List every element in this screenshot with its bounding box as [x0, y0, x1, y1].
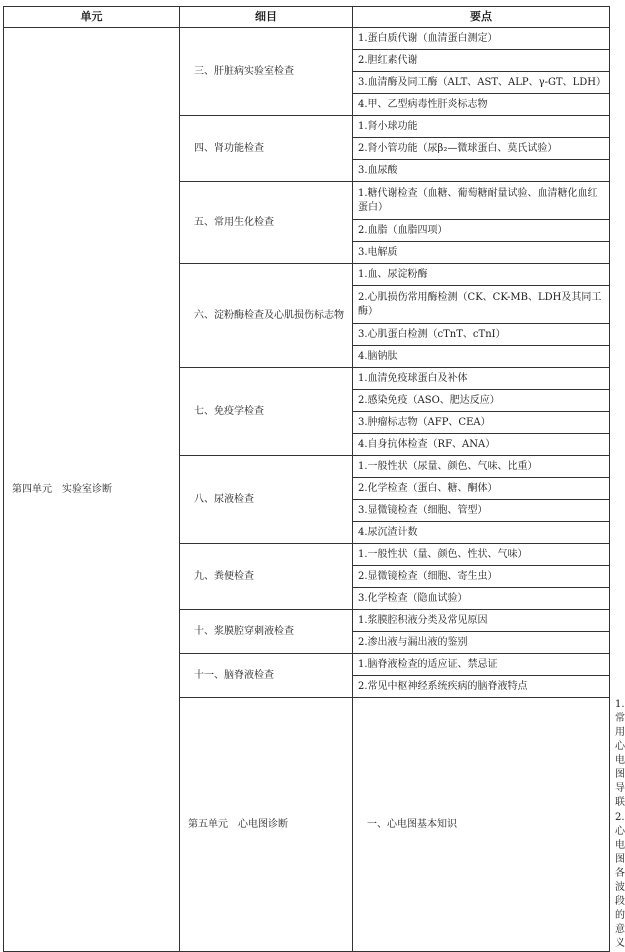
- point-item: 1.血清免疫球蛋白及补体: [353, 368, 610, 390]
- point-item: 2.化学检查（蛋白、糖、酮体）: [353, 478, 610, 500]
- point-item: 3.显微镜检查（细胞、管型）: [353, 500, 610, 522]
- point-item: 2.感染免疫（ASO、肥达反应）: [353, 390, 610, 412]
- section-title: 十一、脑脊液检查: [180, 654, 353, 698]
- section-title: 六、淀粉酶检查及心肌损伤标志物: [180, 264, 353, 368]
- point-item: 3.心肌蛋白检测（cTnT、cTnI）: [353, 324, 610, 346]
- point-item: 2.心肌损伤常用酶检测（CK、CK-MB、LDH及其同工酶）: [353, 286, 610, 324]
- header-row: [4, 7, 610, 28]
- header-unit: 单元: [4, 7, 180, 28]
- table-row: [4, 28, 610, 50]
- point-item: 4.脑钠肽: [353, 346, 610, 368]
- table-row: 2.心电图各波段的意义: [615, 812, 625, 949]
- section-title: 八、尿液检查: [180, 456, 353, 544]
- point-item: 1.肾小球功能: [353, 116, 610, 138]
- unit-cell: 第五单元 心电图诊断: [180, 698, 353, 952]
- point-item: 1.一般性状（尿量、颜色、气味、比重）: [353, 456, 610, 478]
- section-title: 四、肾功能检查: [180, 116, 353, 182]
- header-points: 要点: [353, 7, 610, 28]
- point-item: 1.脑脊液检查的适应证、禁忌证: [353, 654, 610, 676]
- section-title: 九、粪便检查: [180, 544, 353, 610]
- point-item: 3.血尿酸: [353, 160, 610, 182]
- point-item: 2.显微镜检查（细胞、寄生虫）: [353, 566, 610, 588]
- point-item: 4.甲、乙型病毒性肝炎标志物: [353, 94, 610, 116]
- syllabus-table: [3, 6, 625, 952]
- point-item: 3.电解质: [353, 242, 610, 264]
- section-title: 三、肝脏病实验室检查: [180, 28, 353, 116]
- section-title: 七、免疫学检查: [180, 368, 353, 456]
- point-item: 1.一般性状（量、颜色、性状、气味）: [353, 544, 610, 566]
- point-item: 1.糖代谢检查（血糖、葡萄糖耐量试验、血清糖化血红蛋白）: [353, 182, 610, 220]
- section-title: 十、浆膜腔穿刺液检查: [180, 610, 353, 654]
- point-item: 1.血、尿淀粉酶: [353, 264, 610, 286]
- point-item: 2.胆红素代谢: [353, 50, 610, 72]
- point-item: 1.蛋白质代谢（血清蛋白测定）: [353, 28, 610, 50]
- point-item: 2.渗出液与漏出液的鉴别: [353, 632, 610, 654]
- point-item: 3.肿瘤标志物（AFP、CEA）: [353, 412, 610, 434]
- point-item: 1.浆膜腔积液分类及常见原因: [353, 610, 610, 632]
- point-item: 2.血脂（血脂四项）: [353, 220, 610, 242]
- section-title: 五、常用生化检查: [180, 182, 353, 264]
- point-item: 3.血清酶及同工酶（ALT、AST、ALP、γ-GT、LDH）: [353, 72, 610, 94]
- point-item: 2.肾小管功能（尿β₂—微球蛋白、莫氏试验）: [353, 138, 610, 160]
- unit-cell: 第四单元 实验室诊断: [4, 28, 180, 952]
- section-title: 一、心电图基本知识: [353, 698, 610, 952]
- table-row: 第五单元 心电图诊断 一、心电图基本知识 1.常用心电图导联: [4, 698, 610, 811]
- header-detail: 细目: [180, 7, 353, 28]
- point-item: 4.尿沉渣计数: [353, 522, 610, 544]
- point-item: 2.常见中枢神经系统疾病的脑脊液特点: [353, 676, 610, 698]
- point-item: 3.化学检查（隐血试验）: [353, 588, 610, 610]
- point-item: 4.自身抗体检查（RF、ANA）: [353, 434, 610, 456]
